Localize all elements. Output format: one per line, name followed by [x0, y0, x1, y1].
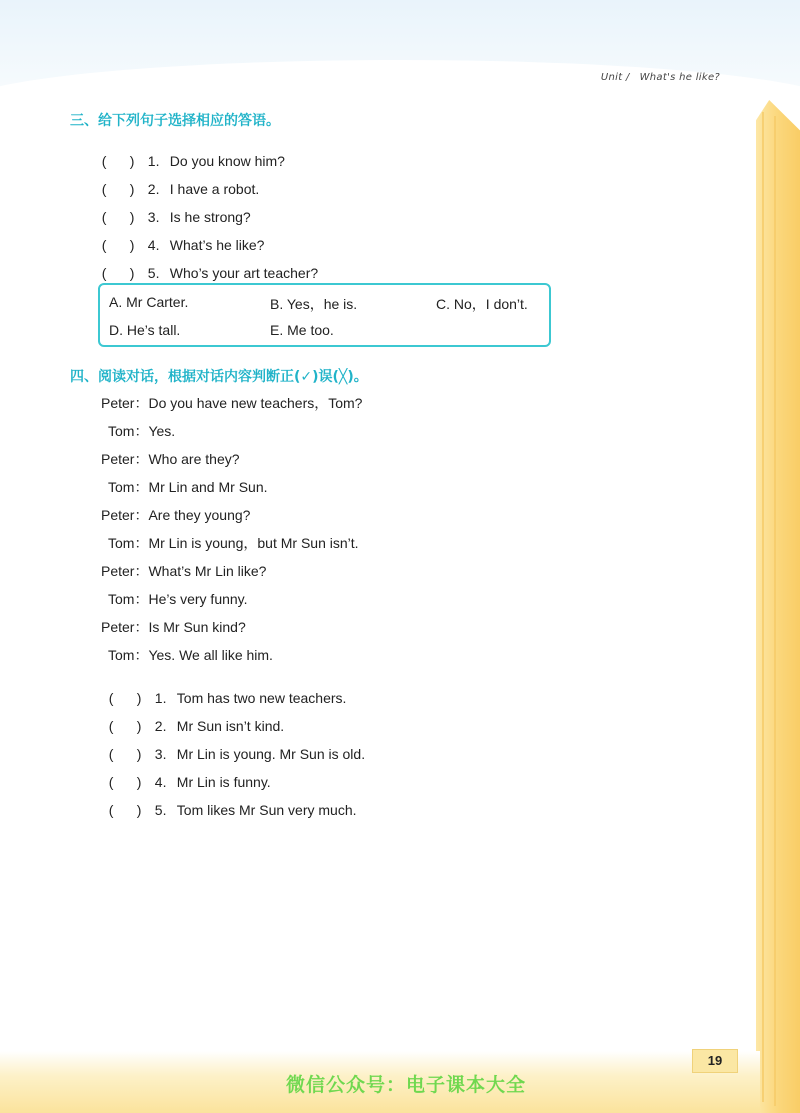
dialogue-text: Do you have new teachers，Tom? — [148, 395, 363, 411]
item-text: Mr Sun isn’t kind. — [176, 718, 285, 734]
item-text: Tom likes Mr Sun very much. — [176, 802, 357, 818]
option-e: E. Me too. — [270, 322, 334, 338]
dialogue-line — [101, 393, 362, 413]
item-text: I have a robot. — [169, 181, 260, 197]
answer-blank[interactable]: ( ) — [101, 237, 135, 253]
speaker-tom: Tom： — [108, 423, 149, 439]
dialogue-line — [101, 561, 266, 581]
item-number: 4. — [154, 774, 167, 790]
dialogue-text: Mr Lin and Mr Sun. — [148, 479, 268, 495]
answer-blank[interactable]: ( ) — [108, 802, 142, 818]
item-text: Mr Lin is young. Mr Sun is old. — [176, 746, 366, 762]
speaker-tom: Tom： — [108, 535, 149, 551]
answer-blank[interactable]: ( ) — [101, 209, 135, 225]
dialogue-text: Is Mr Sun kind? — [148, 619, 246, 635]
running-header-title: What's he like? — [639, 72, 720, 83]
answer-blank[interactable]: ( ) — [108, 746, 142, 762]
dialogue-text: Mr Lin is young，but Mr Sun isn’t. — [148, 535, 359, 551]
speaker-peter: Peter： — [101, 395, 149, 411]
option-a: A. Mr Carter. — [109, 294, 189, 310]
dialogue-text: He’s very funny. — [148, 591, 248, 607]
dialogue-line — [108, 477, 268, 497]
answer-blank[interactable]: ( ) — [101, 153, 135, 169]
dialogue-line — [101, 449, 240, 469]
answer-blank[interactable]: ( ) — [108, 690, 142, 706]
item-number: 3. — [154, 746, 167, 762]
speaker-tom: Tom： — [108, 647, 149, 663]
option-c: C. No，I don’t. — [436, 296, 528, 312]
speaker-tom: Tom： — [108, 479, 149, 495]
answer-blank[interactable]: ( ) — [108, 774, 142, 790]
option-d: D. He’s tall. — [109, 322, 181, 338]
item-number: 5. — [154, 802, 167, 818]
running-header — [591, 72, 720, 83]
speaker-peter: Peter： — [101, 619, 149, 635]
page-stack-edge — [756, 100, 800, 1113]
item-text: Tom has two new teachers. — [176, 690, 347, 706]
speaker-peter: Peter： — [101, 507, 149, 523]
dialogue-line — [108, 533, 359, 553]
section-4-item — [101, 786, 357, 818]
speaker-peter: Peter： — [101, 563, 149, 579]
dialogue-line — [101, 505, 250, 525]
watermark-text: 微信公众号：电子课本大全 — [286, 1074, 527, 1096]
dialogue-text: Who are they? — [148, 451, 240, 467]
item-text: Do you know him? — [169, 153, 285, 169]
item-number: 1. — [154, 690, 167, 706]
dialogue-line — [108, 421, 175, 441]
section-3-item — [94, 249, 318, 281]
item-text: Who’s your art teacher? — [169, 265, 319, 281]
item-text: Mr Lin is funny. — [176, 774, 271, 790]
answer-blank[interactable]: ( ) — [108, 718, 142, 734]
answer-blank[interactable]: ( ) — [101, 181, 135, 197]
item-number: 1. — [147, 153, 160, 169]
dialogue-text: Yes. — [148, 423, 176, 439]
item-number: 3. — [147, 209, 160, 225]
option-b: B. Yes，he is. — [270, 296, 358, 312]
page-number: 19 — [692, 1049, 738, 1073]
section-4-title: 四、阅读对话，根据对话内容判断正(✓)误(╳)。 — [70, 369, 368, 385]
answer-options-box — [98, 283, 551, 347]
speaker-peter: Peter： — [101, 451, 149, 467]
item-number: 5. — [147, 265, 160, 281]
answer-blank[interactable]: ( ) — [101, 265, 135, 281]
item-text: What’s he like? — [169, 237, 265, 253]
dialogue-line — [108, 645, 273, 665]
speaker-tom: Tom： — [108, 591, 149, 607]
item-number: 2. — [154, 718, 167, 734]
item-text: Is he strong? — [169, 209, 251, 225]
section-3-title: 三、给下列句子选择相应的答语。 — [70, 113, 280, 129]
dialogue-text: Yes. We all like him. — [148, 647, 273, 663]
item-number: 2. — [147, 181, 160, 197]
dialogue-line — [101, 617, 246, 637]
item-number: 4. — [147, 237, 160, 253]
dialogue-text: Are they young? — [148, 507, 251, 523]
running-header-unit: Unit / — [600, 72, 630, 83]
dialogue-line — [108, 589, 248, 609]
dialogue-text: What’s Mr Lin like? — [148, 563, 267, 579]
